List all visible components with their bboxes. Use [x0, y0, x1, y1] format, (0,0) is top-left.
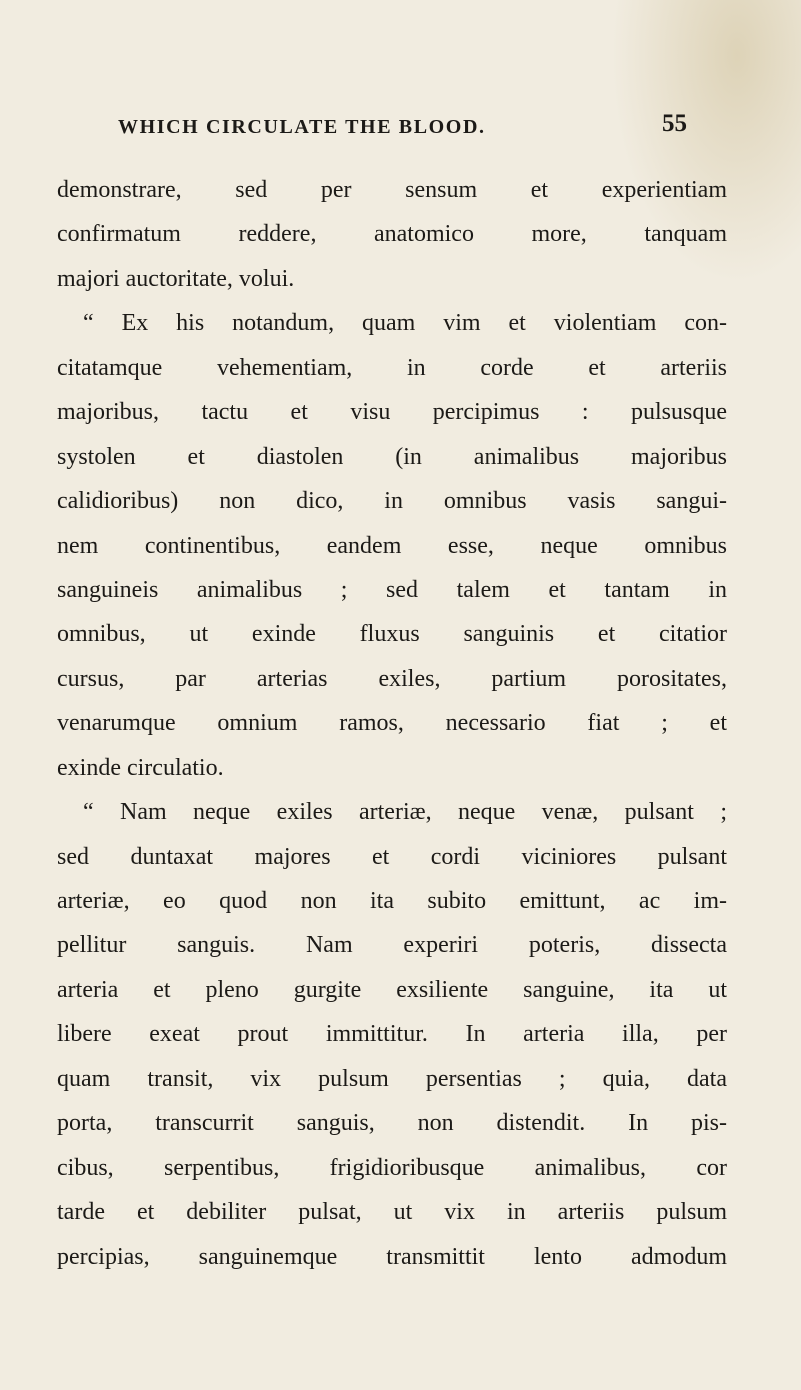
text-line: “ Nam neque exiles arteriæ, neque venæ, pulsant ; — [83, 799, 727, 826]
text-line: libere exeat prout immittitur. In arteria illa, per — [57, 1021, 727, 1048]
page-number: 55 — [662, 110, 687, 137]
text-line: cibus, serpentibus, frigidioribusque animalibus, cor — [57, 1154, 727, 1181]
text-line: sed duntaxat majores et cordi viciniores pulsant — [57, 843, 727, 870]
text-line: exinde circulatio. — [57, 754, 224, 781]
text-line: cursus, par arterias exiles, partium porositates, — [57, 665, 727, 692]
text-line: quam transit, vix pulsum persentias ; quia, data — [57, 1065, 727, 1092]
text-line: calidioribus) non dico, in omnibus vasis sangui- — [57, 488, 727, 515]
text-line: demonstrare, sed per sensum et experientiam — [57, 177, 727, 203]
text-line: percipias, sanguinemque transmittit lento admodum — [57, 1243, 727, 1270]
text-line: venarumque omnium ramos, necessario fiat ; et — [57, 710, 727, 737]
text-line: systolen et diastolen (in animalibus majoribus — [57, 443, 727, 470]
text-line: tarde et debiliter pulsat, ut vix in arteriis pulsum — [57, 1199, 727, 1226]
text-line: omnibus, ut exinde fluxus sanguinis et citatior — [57, 621, 727, 648]
text-line: “ Ex his notandum, quam vim et violentiam con- — [83, 310, 727, 337]
text-line: majori auctoritate, volui. — [57, 265, 295, 292]
text-line: nem continentibus, eandem esse, neque omnibus — [57, 532, 727, 559]
text-line: porta, transcurrit sanguis, non distendit. In pis- — [57, 1110, 727, 1137]
body-text — [57, 168, 727, 1279]
text-line: confirmatum reddere, anatomico more, tanquam — [57, 221, 727, 248]
running-title: WHICH CIRCULATE THE BLOOD. — [118, 116, 486, 138]
text-line: citatamque vehementiam, in corde et arteriis — [57, 354, 727, 381]
text-line: pellitur sanguis. Nam experiri poteris, dissecta — [57, 932, 727, 959]
text-line: majoribus, tactu et visu percipimus : pulsusque — [57, 399, 727, 426]
text-line: arteriæ, eo quod non ita subito emittunt, ac im- — [57, 888, 727, 914]
text-line: arteria et pleno gurgite exsiliente sanguine, ita ut — [57, 976, 727, 1003]
text-line: sanguineis animalibus ; sed talem et tantam in — [57, 576, 727, 603]
